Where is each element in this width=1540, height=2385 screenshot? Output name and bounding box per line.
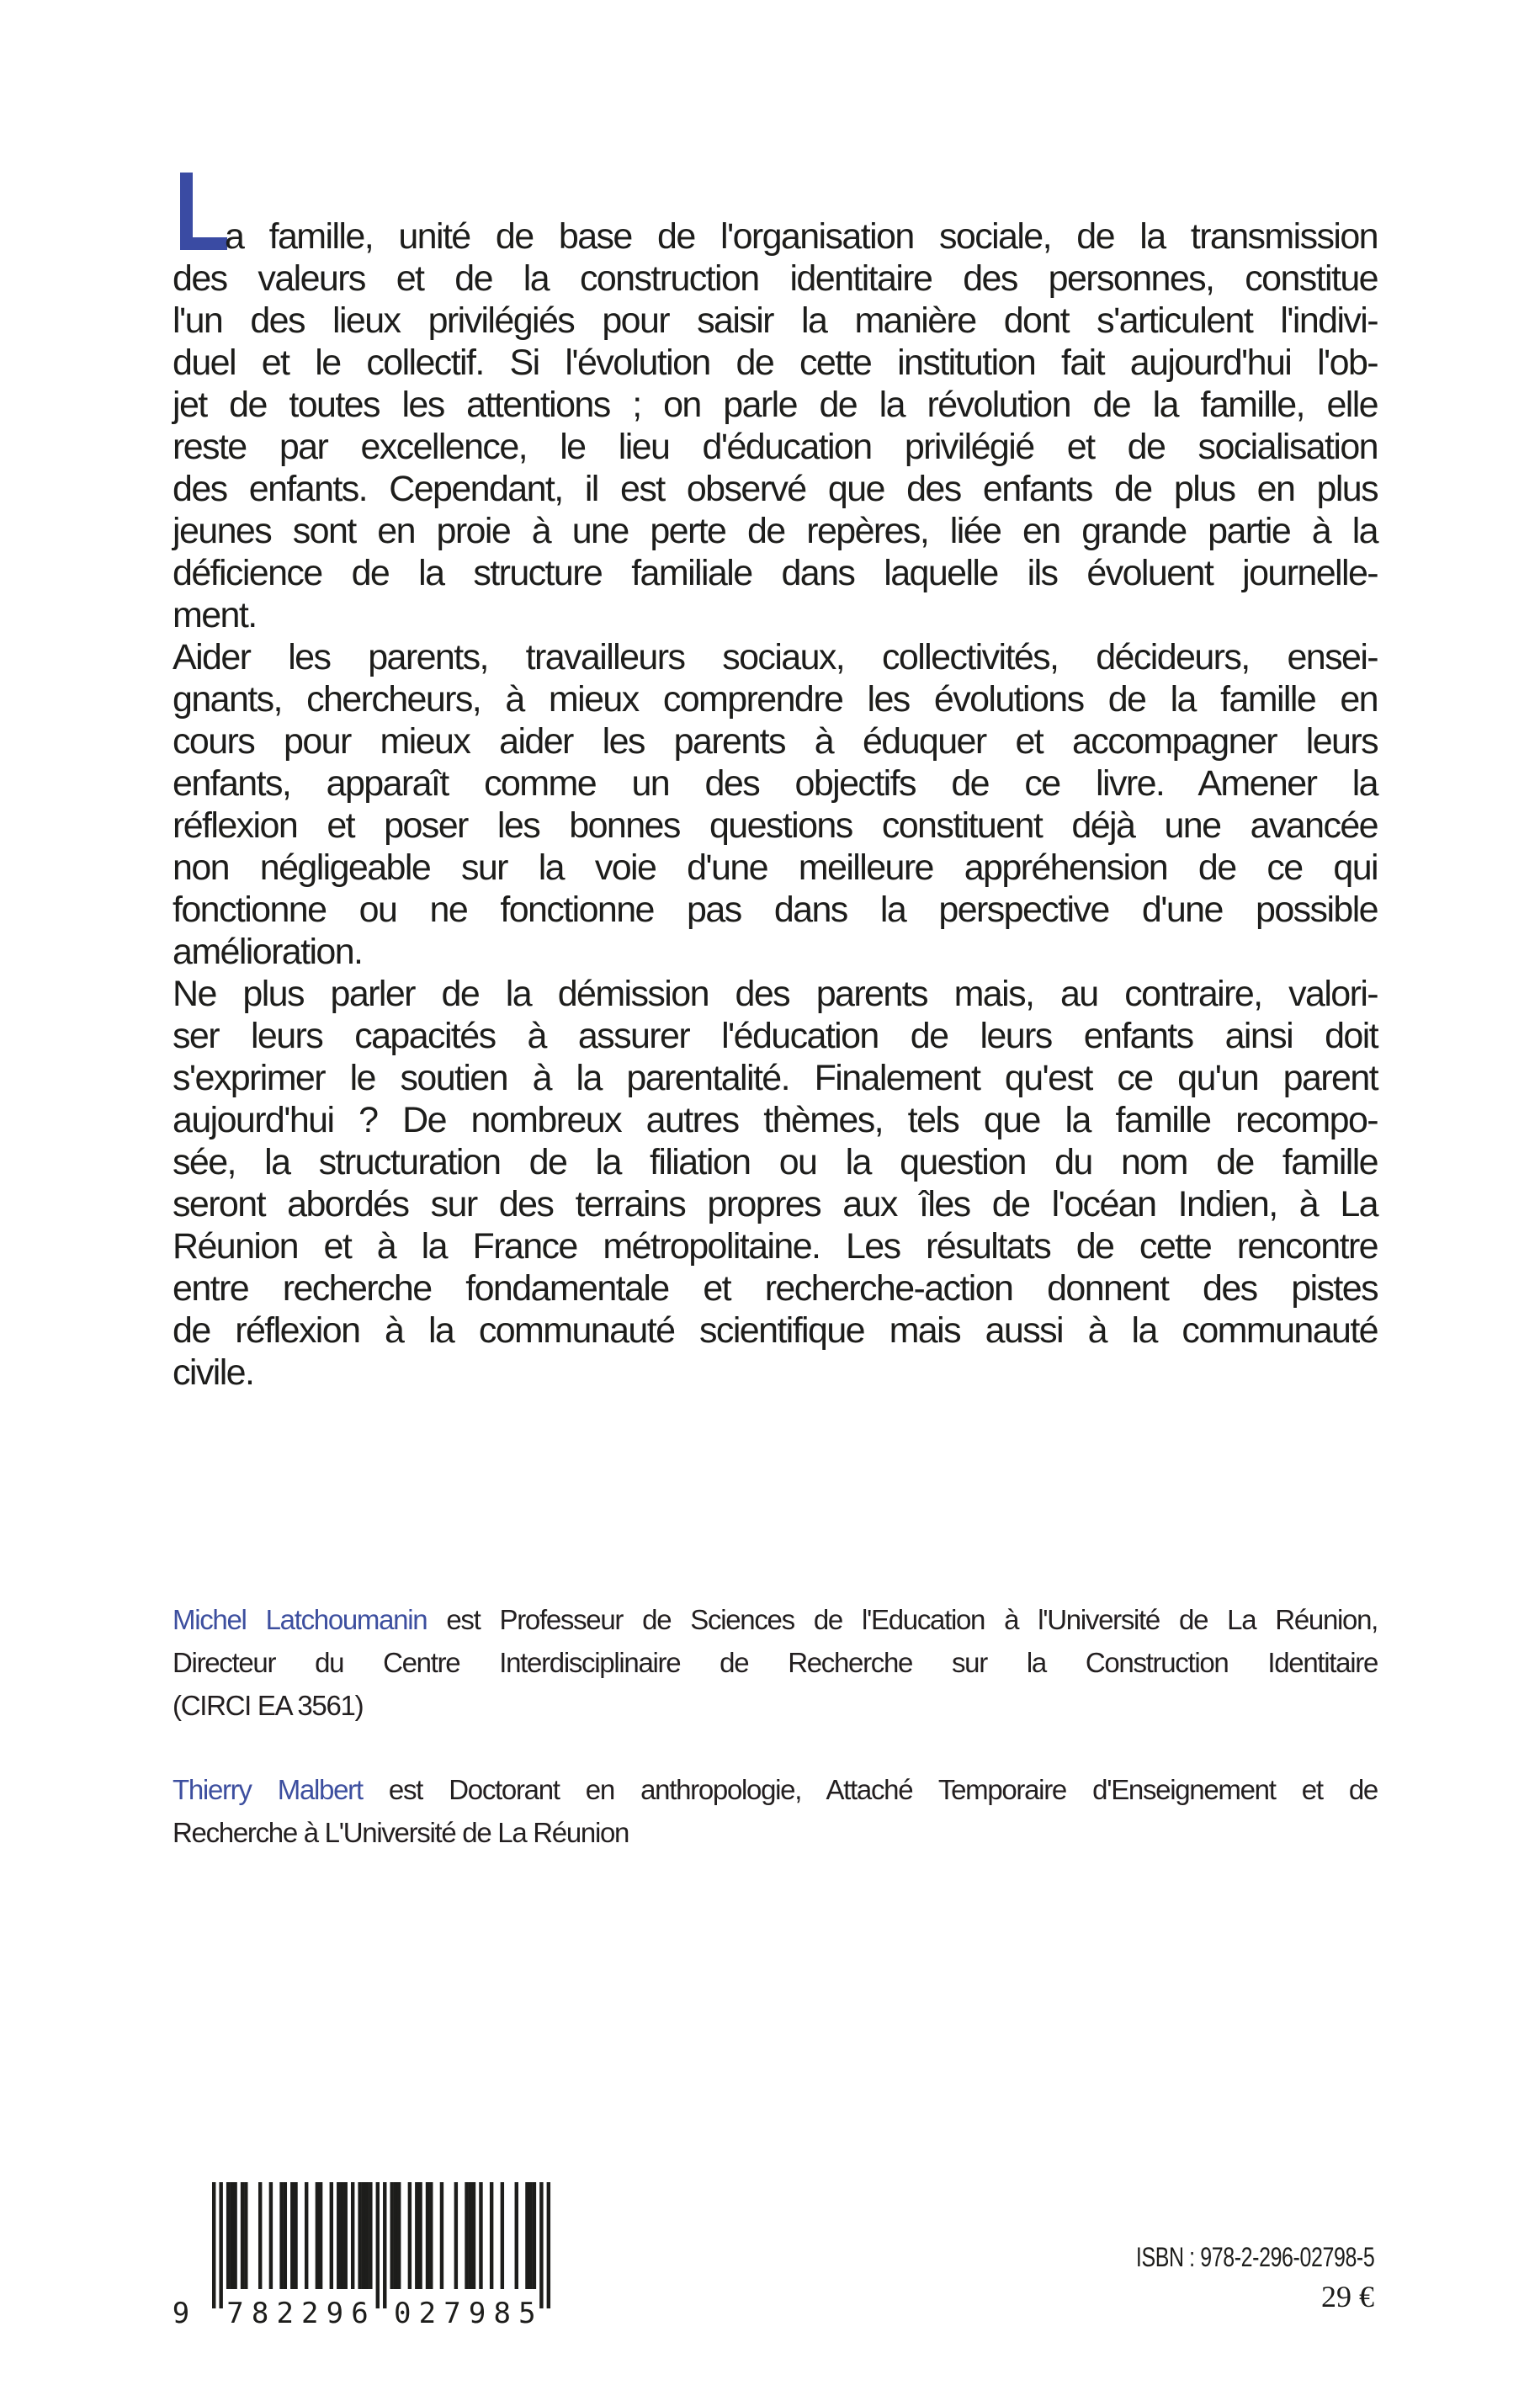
blurb-line [173,300,1378,342]
blurb-line [173,384,1378,426]
blurb-line [173,510,1378,552]
blurb-line-text: amélioration. [173,932,363,972]
svg-text:7: 7 [443,2297,461,2330]
blurb-line-text: jeunes sont en proie à une perte de repères, liée en grande partie à la [173,511,1378,551]
svg-text:2: 2 [301,2297,319,2330]
blurb-line-text: seront abordés sur des terrains propres aux îles de l'océan Indien, à La [173,1184,1378,1224]
blurb-line-text: Aider les parents, travailleurs sociaux, collectivités, décideurs, ensei- [173,637,1378,677]
isbn-label: ISBN : 978-2-296-02798-5 [1135,2242,1374,2272]
blurb-line [173,973,1378,1015]
blurb-line-text: gnants, chercheurs, à mieux comprendre les évolutions de la famille en [173,679,1378,720]
svg-text:7: 7 [226,2297,244,2330]
svg-text:8: 8 [251,2297,269,2330]
author-bio-text: est Professeur de Sciences de l'Education à l'Université de La Réunion, [427,1604,1378,1635]
blurb-line-text: reste par excellence, le lieu d'éducation privilégié et de socialisation [173,427,1378,467]
svg-text:9: 9 [468,2297,486,2330]
blurb-line [173,847,1378,889]
blurb-line [173,636,1378,678]
blurb-line-text: jet de toutes les attentions ; on parle de la révolution de la famille, elle [173,385,1378,425]
blurb-line [173,1183,1378,1225]
svg-text:6: 6 [351,2297,369,2330]
blurb-line [173,805,1378,847]
price-label: 29 € [1321,2280,1374,2313]
blurb-line-text: réflexion et poser les bonnes questions constituent déjà une avancée [173,805,1378,846]
blurb-line-text: non négligeable sur la voie d'une meilleure appréhension de ce qui [173,847,1378,888]
blurb-line-text: l'un des lieux privilégiés pour saisir la manière dont s'articulent l'indivi- [173,300,1378,341]
blurb-line [173,1267,1378,1309]
blurb-line-text: enfants, apparaît comme un des objectifs de ce livre. Amener la [173,763,1378,804]
blurb-line-text: s'exprimer le soutien à la parentalité. Finalement qu'est ce qu'un parent [173,1058,1378,1098]
blurb-line [173,552,1378,594]
svg-text:5: 5 [518,2297,536,2330]
svg-text:2: 2 [418,2297,437,2330]
blurb-line-text: sée, la structuration de la filiation ou la question du nom de famille [173,1142,1378,1182]
blurb-line-text: Ne plus parler de la démission des parents mais, au contraire, valori- [173,974,1378,1014]
blurb-line-text: ser leurs capacités à assurer l'éducation de leurs enfants ainsi doit [173,1016,1378,1056]
blurb-line-text: cours pour mieux aider les parents à éduquer et accompagner leurs [173,721,1378,762]
blurb-line [173,1099,1378,1141]
blurb-line [173,762,1378,805]
author-name: Thierry Malbert [173,1774,363,1805]
blurb-line-text: de réflexion à la communauté scientifique mais aussi à la communauté [173,1310,1378,1351]
blurb-line [173,1057,1378,1099]
blurb-line [173,1141,1378,1183]
author-bio-text: (CIRCI EA 3561) [173,1690,364,1721]
blurb-line-text: déficience de la structure familiale dans laquelle ils évoluent journelle- [173,553,1378,593]
blurb-line [173,594,1378,636]
blurb-line [173,931,1378,973]
blurb-line-text: Réunion et à la France métropolitaine. Les résultats de cette rencontre [173,1226,1378,1267]
blurb-line-text: civile. [173,1352,254,1393]
author-bio-text: est Doctorant en anthropologie, Attaché Temporaire d'Enseignement et de [362,1774,1378,1805]
blurb-line [173,889,1378,931]
bio-line [173,1811,1378,1854]
blurb-line-text: des enfants. Cependant, il est observé que des enfants de plus en plus [173,469,1378,509]
author-name: Michel Latchoumanin [173,1604,427,1635]
svg-text:9: 9 [172,2297,190,2330]
blurb-line [173,1352,1378,1394]
svg-text:8: 8 [493,2297,511,2330]
blurb-line-text: aujourd'hui ? De nombreux autres thèmes, tels que la famille recompo- [173,1100,1378,1140]
blurb-line [173,678,1378,720]
svg-text:2: 2 [276,2297,294,2330]
isbn-barcode [168,2175,564,2331]
blurb-line-text: des valeurs et de la construction identitaire des personnes, constitue [173,258,1378,299]
blurb-line [173,426,1378,468]
blurb-line [173,1225,1378,1267]
blurb-line [173,342,1378,384]
svg-text:0: 0 [394,2297,412,2330]
blurb-line [173,1015,1378,1057]
bio-line [173,1641,1378,1684]
author-bio-text: Directeur du Centre Interdisciplinaire de Recherche sur la Construction Identitaire [173,1647,1378,1678]
blurb-line-text: a famille, unité de base de l'organisation sociale, de la transmission [225,216,1378,257]
author-bio-text: Recherche à L'Université de La Réunion [173,1817,629,1848]
blurb-line-text: ment. [173,595,257,635]
barcode-icon [168,2175,564,2331]
blurb-line-text: duel et le collectif. Si l'évolution de cette institution fait aujourd'hui l'ob- [173,343,1378,383]
blurb-line-text: entre recherche fondamentale et recherche-action donnent des pistes [173,1268,1378,1309]
bio-line [173,1598,1378,1641]
blurb-line [173,258,1378,300]
bio-line [173,1768,1378,1811]
blurb-line [173,720,1378,762]
blurb-line [173,215,1378,258]
blurb-line-text: fonctionne ou ne fonctionne pas dans la perspective d'une possible [173,890,1378,930]
blurb-line [173,1309,1378,1352]
svg-text:9: 9 [326,2297,344,2330]
blurb-line [173,468,1378,510]
bio-line [173,1684,1378,1727]
